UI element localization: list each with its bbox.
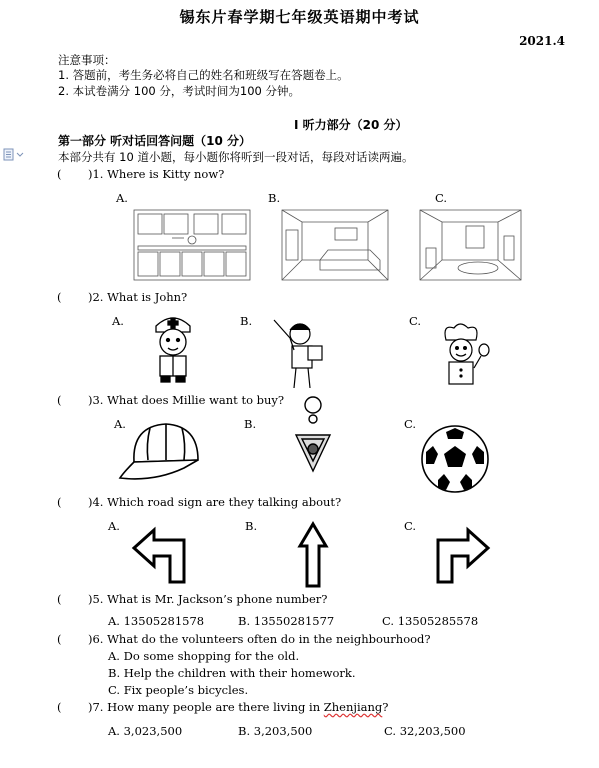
option-label: B. xyxy=(244,417,257,431)
option-a: A. 3,023,500 xyxy=(108,724,183,738)
cook-picture xyxy=(432,320,494,392)
football-picture xyxy=(420,424,490,494)
option-label: A. xyxy=(114,417,126,431)
kitchen-picture xyxy=(132,208,252,283)
option-c: C. Fix people’s bicycles. xyxy=(108,683,249,697)
note-item-2: 2. 本试卷满分 100 分，考试时间为100 分钟。 xyxy=(58,84,300,98)
option-label: B. xyxy=(240,314,253,328)
answer-paren[interactable]: ( xyxy=(57,167,62,181)
answer-paren[interactable]: ( xyxy=(57,632,62,646)
note-item-1: 1. 答题前，考生务必将自己的姓名和班级写在答题卷上。 xyxy=(58,68,349,82)
option-b: B. 3,203,500 xyxy=(238,724,313,738)
option-b: B. 13550281577 xyxy=(238,614,335,628)
question-5: )5. What is Mr. Jackson’s phone number? xyxy=(88,592,328,606)
option-c: C. 32,203,500 xyxy=(384,724,466,738)
question-6: )6. What do the volunteers often do in the neighbourhood? xyxy=(88,632,431,646)
go-straight-sign xyxy=(298,522,328,588)
option-c: C. 13505285578 xyxy=(382,614,479,628)
turn-left-sign xyxy=(132,526,192,586)
question-3: )3. What does Millie want to buy? xyxy=(88,393,285,407)
option-label: B. xyxy=(268,191,281,205)
answer-paren[interactable]: ( xyxy=(57,700,62,714)
answer-paren[interactable]: ( xyxy=(57,290,62,304)
option-a: A. Do some shopping for the old. xyxy=(108,649,300,663)
option-label: A. xyxy=(108,519,120,533)
answer-paren[interactable]: ( xyxy=(57,592,62,606)
question-7 xyxy=(88,700,388,714)
exam-title: 锡东片春学期七年级英语期中考试 xyxy=(179,8,420,26)
notes-heading: 注意事项： xyxy=(58,53,116,67)
question-7-text: )7. How many people are there living in xyxy=(88,700,324,714)
option-label: B. xyxy=(245,519,258,533)
bedroom-picture xyxy=(280,208,390,283)
option-a: A. 13505281578 xyxy=(108,614,205,628)
key-ring-picture xyxy=(286,395,336,483)
exam-date: 2021.4 xyxy=(519,34,565,48)
turn-right-sign xyxy=(430,526,490,586)
spellcheck-word: Zhenjiang xyxy=(323,700,383,714)
answer-paren[interactable]: ( xyxy=(57,393,62,407)
option-label: A. xyxy=(112,314,124,328)
option-label: C. xyxy=(409,314,422,328)
option-label: C. xyxy=(404,417,417,431)
option-label: A. xyxy=(116,191,128,205)
question-4: )4. Which road sign are they talking about? xyxy=(88,495,342,509)
question-1: )1. Where is Kitty now? xyxy=(88,167,225,181)
doctor-picture xyxy=(148,312,198,384)
cap-picture xyxy=(114,420,214,484)
part-instructions: 本部分共有 10 道小题，每小题你将听到一段对话，每段对话读两遍。 xyxy=(58,150,414,164)
option-label: C. xyxy=(404,519,417,533)
question-7-end: ? xyxy=(382,700,389,714)
bathroom-picture xyxy=(418,208,523,283)
teacher-picture xyxy=(272,316,332,392)
option-b: B. Help the children with their homework. xyxy=(108,666,356,680)
question-2: )2. What is John? xyxy=(88,290,188,304)
document-icon[interactable] xyxy=(3,148,25,162)
option-label: C. xyxy=(435,191,448,205)
section-title: I 听力部分（20 分） xyxy=(294,118,408,132)
part-title: 第一部分 听对话回答问题（10 分） xyxy=(58,134,252,148)
answer-paren[interactable]: ( xyxy=(57,495,62,509)
